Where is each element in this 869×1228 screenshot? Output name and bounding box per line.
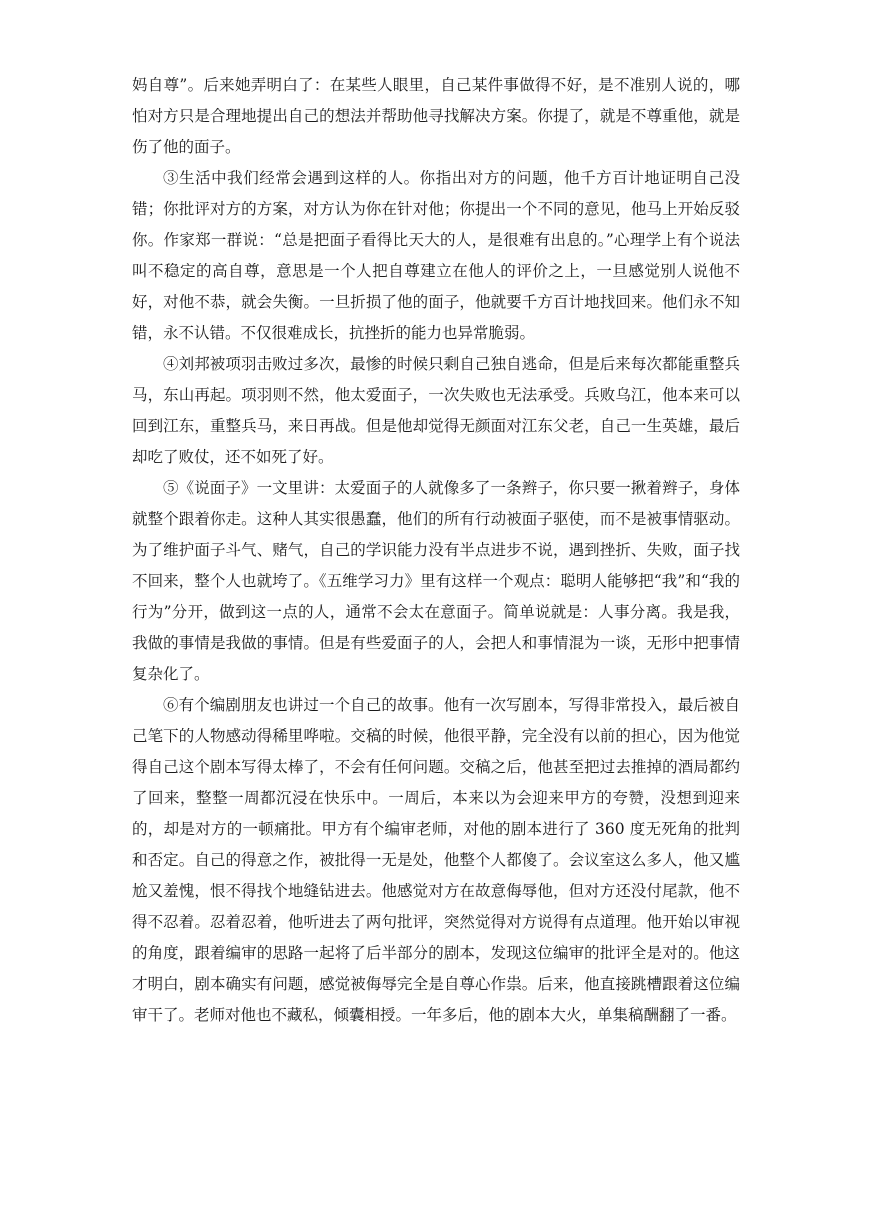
paragraph-3: ③生活中我们经常会遇到这样的人。你指出对方的问题，他千方百计地证明自己没错；你批评对方的方案，对方认为你在针对他；你提出一个不同的意见，他马上开始反驳你。作家郑一群说：“总是把面子看得比天大的人，是很难有出息的。”心理学上有个说法叫不稳定的高自尊，意思是一个人把自尊建立在他人的评价之上，一旦感觉别人说他不好，对他不恭，就会失衡。一旦折损了他的面子，他就要千方百计地找回来。他们永不知错，永不认错。不仅很难成长，抗挫折的能力也异常脆弱。 xyxy=(132,169,740,342)
paragraph-4: ④刘邦被项羽击败过多次，最惨的时候只剩自己独自逃命，但是后来每次都能重整兵马，东山再起。项羽则不然，他太爱面子，一次失败也无法承受。兵败乌江，他本来可以回到江东，重整兵马，来日再战。但是他却觉得无颜面对江东父老，自己一生英雄，最后却吃了败仗，还不如死了好。 xyxy=(132,355,740,466)
paragraph-continued: 妈自尊”。后来她弄明白了：在某些人眼里，自己某件事做得不好，是不准别人说的，哪怕对方只是合理地提出自己的想法并帮助他寻找解决方案。你提了，就是不尊重他，就是伤了他的面子。 xyxy=(132,76,740,156)
paragraph-6: ⑥有个编剧朋友也讲过一个自己的故事。他有一次写剧本，写得非常投入，最后被自己笔下的人物感动得稀里哗啦。交稿的时候，他很平静，完全没有以前的担心，因为他觉得自己这个剧本写得太棒了，不会有任何问题。交稿之后，他甚至把过去推掉的酒局都约了回来，整整一周都沉浸在快乐中。一周后，本来以为会迎来甲方的夸赞，没想到迎来的，却是对方的一顿痛批。甲方有个编审老师，对他的剧本进行了 360 度无死角的批判和否定。自己的得意之作，被批得一无是处，他整个人都傻了。会议室这么多人，他又尴尬又羞愧，恨不得找个地缝钻进去。他感觉对方在故意侮辱他，但对方还没付尾款，他不得不忍着。忍着忍着，他听进去了两句批评，突然觉得对方说得有点道理。他开始以审视的角度，跟着编审的思路一起将了后半部分的剧本，发现这位编审的批评全是对的。他这才明白，剧本确实有问题，感觉被侮辱完全是自尊心作祟。后来，他直接跳槽跟着这位编审干了。老师对他也不藏私，倾囊相授。一年多后，他的剧本大火，单集稿酬翻了一番。 xyxy=(132,696,740,1024)
paragraph-5: ⑤《说面子》一文里讲：太爱面子的人就像多了一条辫子，你只要一揪着辫子，身体就整个跟着你走。这种人其实很愚蠢，他们的所有行动被面子驱使，而不是被事情驱动。为了维护面子斗气、赌气，自己的学识能力没有半点进步不说，遇到挫折、失败，面子找不回来，整个人也就垮了。《五维学习力》里有这样一个观点：聪明人能够把“我”和“我的行为”分开，做到这一点的人，通常不会太在意面子。简单说就是：人事分离。我是我，我做的事情是我做的事情。但是有些爱面子的人，会把人和事情混为一谈，无形中把事情复杂化了。 xyxy=(132,479,740,683)
article-body xyxy=(132,70,740,1031)
